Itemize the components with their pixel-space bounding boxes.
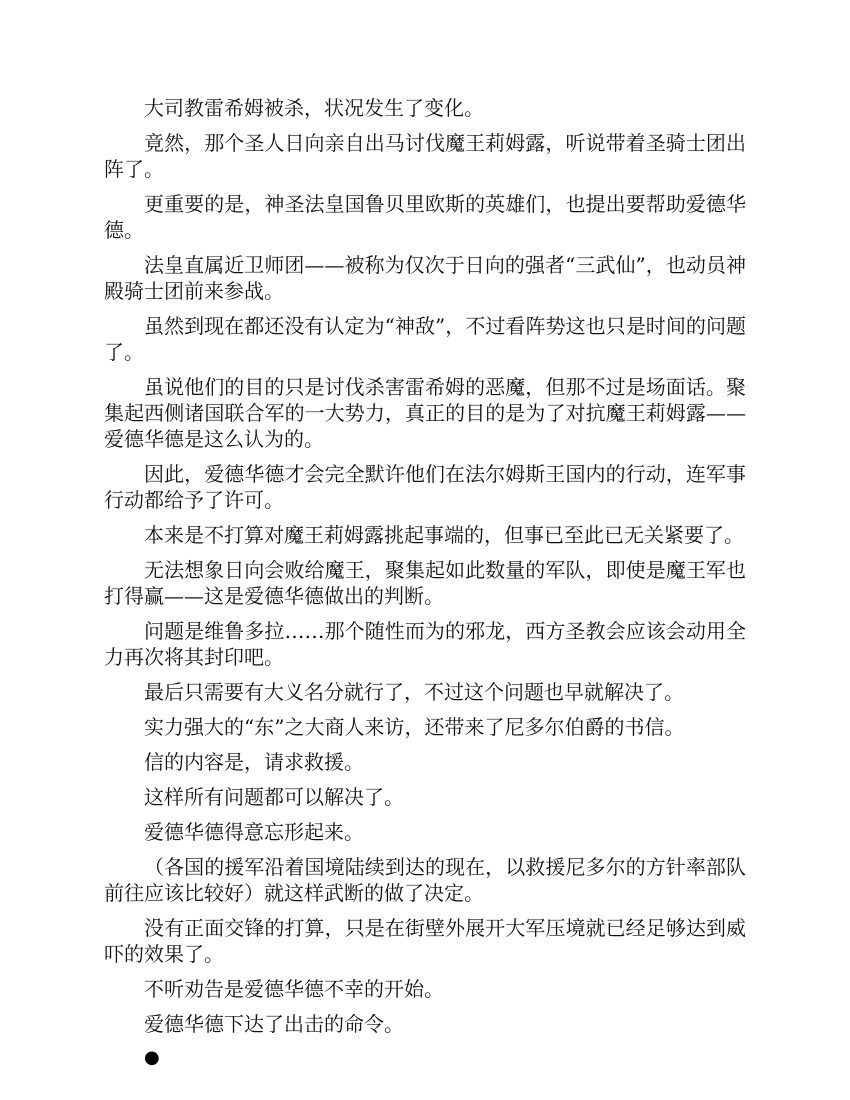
paragraph-16: （各国的援军沿着国境陆续到达的现在，以救援尼多尔的方针率部队前往应该比较好）就这样武断的做了决定。 bbox=[104, 855, 746, 905]
paragraph-12: 实力强大的“东”之大商人来访，还带来了尼多尔伯爵的书信。 bbox=[144, 715, 685, 739]
paragraph-3: 更重要的是，神圣法皇国鲁贝里欧斯的英雄们，也提出要帮助爱德华德。 bbox=[104, 192, 746, 242]
paragraph-1: 大司教雷希姆被杀，状况发生了变化。 bbox=[144, 96, 484, 120]
paragraph-19: 爱德华德下达了出击的命令。 bbox=[144, 1012, 404, 1036]
paragraph-13: 信的内容是，请求救援。 bbox=[144, 750, 364, 774]
section-bullet: ● bbox=[144, 1047, 160, 1068]
paragraph-10: 问题是维鲁多拉……那个随性而为的邪龙，西方圣教会应该会动用全力再次将其封印吧。 bbox=[104, 619, 746, 669]
paragraph-15: 爱德华德得意忘形起来。 bbox=[144, 820, 364, 844]
paragraph-8: 本来是不打算对魔王莉姆露挑起事端的，但事已至此已无关紧要了。 bbox=[144, 523, 744, 547]
paragraph-17: 没有正面交锋的打算，只是在街壁外展开大军压境就已经足够达到威吓的效果了。 bbox=[104, 916, 746, 966]
paragraph-4: 法皇直属近卫师团——被称为仅次于日向的强者“三武仙”，也动员神殿骑士团前来参战。 bbox=[104, 253, 746, 303]
paragraph-2: 竟然，那个圣人日向亲自出马讨伐魔王莉姆露，听说带着圣骑士团出阵了。 bbox=[104, 131, 746, 181]
paragraph-7: 因此，爱德华德才会完全默许他们在法尔姆斯王国内的行动，连军事行动都给予了许可。 bbox=[104, 462, 746, 512]
paragraph-6: 虽说他们的目的只是讨伐杀害雷希姆的恶魔，但那不过是场面话。聚集起西侧诸国联合军的一大势力，真正的目的是为了对抗魔王莉姆露——爱德华德是这么认为的。 bbox=[104, 375, 746, 451]
document-body bbox=[104, 95, 746, 1069]
paragraph-9: 无法想象日向会败给魔王，聚集起如此数量的军队，即使是魔王军也打得赢——这是爱德华德做出的判断。 bbox=[104, 558, 746, 608]
paragraph-14: 这样所有问题都可以解决了。 bbox=[144, 785, 404, 809]
paragraph-5: 虽然到现在都还没有认定为“神敌”，不过看阵势这也只是时间的问题了。 bbox=[104, 314, 746, 364]
paragraph-18: 不听劝告是爱德华德不幸的开始。 bbox=[144, 977, 444, 1001]
paragraph-11: 最后只需要有大义名分就行了，不过这个问题也早就解决了。 bbox=[144, 680, 684, 704]
